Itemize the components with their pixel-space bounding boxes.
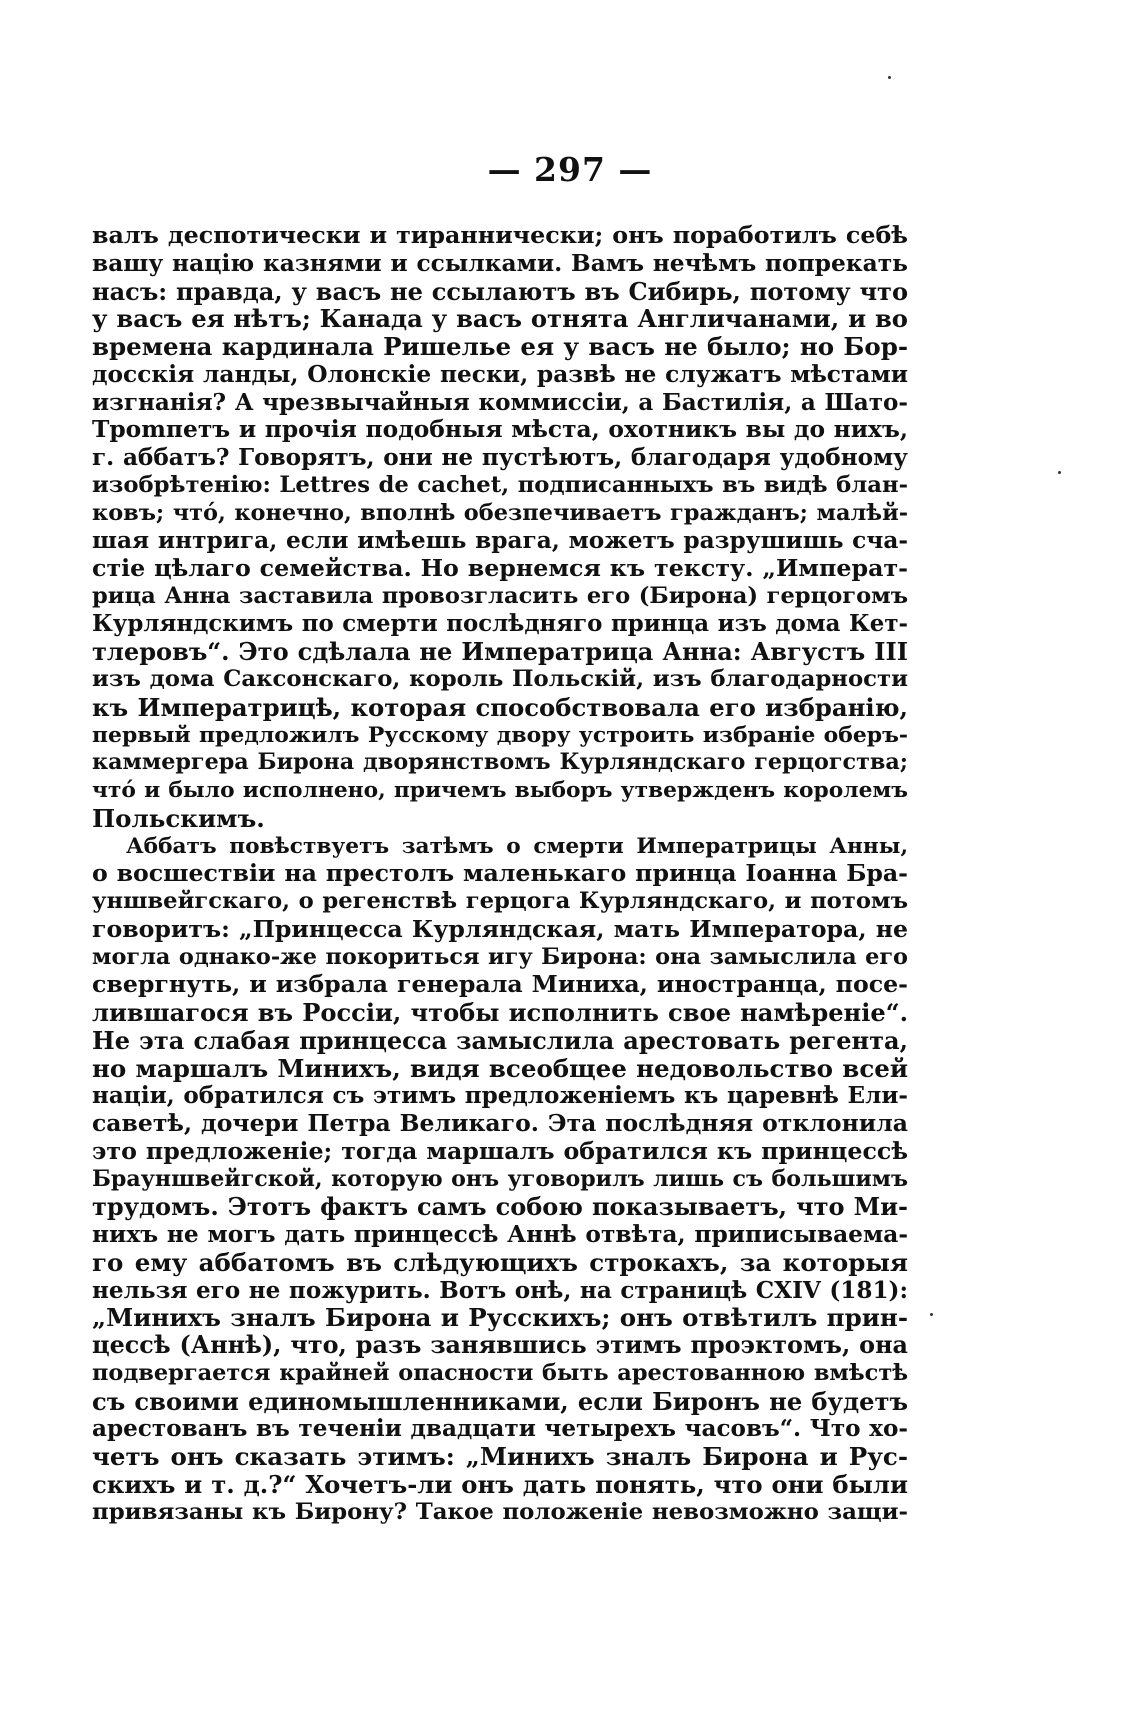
text-line: г. аббатъ? Говорятъ, они не пустѣютъ, благодаря удобному (92, 444, 908, 471)
text-line: нельзя его не пожурить. Вотъ онѣ, на страницѣ CXIV (181): (92, 1276, 908, 1304)
text-line: свергнуть, и избрала генерала Миниха, иностранца, посе- (92, 970, 908, 999)
text-line: Курляндскимъ по смерти послѣдняго принца изъ дома Кет- (92, 610, 908, 637)
text-line: говоритъ: „Принцесса Курляндская, мать Императора, не (92, 914, 908, 943)
text-line: но маршалъ Минихъ, видя всеобщее недовольство всей (92, 1053, 908, 1083)
text-line: націи, обратился съ этимъ предложеніемъ къ царевнѣ Ели- (92, 1082, 908, 1110)
text-line: о восшествіи на престолъ маленькаго принца Іоанна Бра- (92, 859, 908, 888)
text-line: это предложеніе; тогда маршалъ обратился къ принцессѣ (92, 1136, 908, 1165)
text-line: цессѣ (Аннѣ), что, разъ занявшись этимъ проэктомъ, она (92, 1331, 908, 1359)
text-line: скихъ и т. д.?“ Хочетъ-ли онъ дать понять, что они были (92, 1469, 908, 1499)
text-line: стіе цѣлаго семейства. Но вернемся къ тексту. „Императ- (92, 554, 908, 582)
text-line: насъ: правда, у васъ не ссылаютъ въ Сибирь, потому что (92, 276, 908, 306)
text-line: рица Анна заставила провозгласить его (Бирона) герцогомъ (92, 582, 908, 609)
text-line: времена кардинала Ришелье ея у васъ не было; но Бор- (92, 332, 908, 361)
text-line: ковъ; что́, конечно, вполнѣ обезпечиваетъ гражданъ; малѣй- (92, 499, 908, 526)
text-line: первый предложилъ Русскому двору устроить избраніе оберъ- (92, 721, 908, 748)
text-line: „Минихъ зналъ Бирона и Русскихъ; онъ отвѣтилъ прин- (92, 1303, 908, 1333)
text-line: изгнанія? А чрезвычайныя коммиссіи, а Бастилія, а Шато- (92, 388, 908, 416)
text-line: валъ деспотически и тираннически; онъ поработилъ себѣ (92, 221, 908, 249)
text-line: Не эта слабая принцесса замыслила арестовать регента, (92, 1025, 908, 1055)
text-line: досскія ланды, Олонскіе пески, развѣ не служатъ мѣстами (92, 360, 908, 388)
text-line: у васъ ея нѣтъ; Канада у васъ отнята Англичанами, и во (92, 304, 908, 334)
text-line: арестованъ въ теченіи двадцати четырехъ часовъ“. Что хо- (92, 1415, 908, 1443)
text-line: каммергера Бирона дворянствомъ Курляндскаго герцогства; (92, 749, 908, 776)
text-line: Аббатъ повѣствуетъ затѣмъ о смерти Императрицы Анны, (126, 833, 908, 859)
text-line: тлеровъ“. Это сдѣлала не Императрица Анна: Августъ III (92, 637, 908, 667)
text-line: Польскимъ. (92, 803, 265, 833)
text-line: нихъ не могъ дать принцессѣ Аннѣ отвѣта, приписываема- (92, 1221, 908, 1248)
text-line: саветѣ, дочери Петра Великаго. Эта послѣдняя отклонила (92, 1109, 908, 1137)
text-line: привязаны къ Бирону? Такое положеніе невозможно защи- (92, 1498, 908, 1525)
text-line: что́ и было исполнено, причемъ выборъ утвержденъ королемъ (92, 778, 908, 803)
scan-speck (1058, 471, 1061, 474)
body-text (92, 222, 908, 1526)
text-line: изъ дома Саксонскаго, король Польскій, изъ благодарности (92, 666, 908, 692)
page-number: — 297 — (487, 150, 653, 189)
text-line: четъ онъ сказать этимъ: „Минихъ зналъ Бирона и Рус- (92, 1442, 908, 1471)
text-line: Брауншвейгской, которую онъ уговорилъ лишь съ большимъ (92, 1165, 908, 1192)
text-line: лившагося въ Россіи, чтобы исполнить свое намѣреніе“. (92, 998, 908, 1027)
text-line: трудомъ. Этотъ фактъ самъ собою показываетъ, что Ми- (92, 1192, 908, 1222)
text-line: го ему аббатомъ въ слѣдующихъ строкахъ, за которыя (92, 1247, 908, 1277)
text-line: съ своими единомышленниками, если Биронъ не будетъ (92, 1386, 908, 1416)
text-line: изобрѣтенію: Lettres de cachet, подписанныхъ въ видѣ блан- (92, 471, 908, 498)
text-line: къ Императрицѣ, которая способствовала его избранію, (92, 692, 908, 722)
text-line: Трomпетъ и прочія подобныя мѣста, охотникъ вы до нихъ, (92, 415, 908, 444)
text-line: вашу націю казнями и ссылками. Вамъ нечѣмъ попрекать (92, 249, 908, 277)
text-line: подвергается крайней опасности быть арестованною вмѣстѣ (92, 1359, 908, 1386)
text-line: могла однако-же покориться игу Бирона: она замыслила его (92, 943, 908, 970)
scan-speck (930, 1313, 933, 1316)
scan-speck (888, 76, 891, 79)
text-line: уншвейгскаго, о регенствѣ герцога Курляндскаго, и потомъ (92, 888, 908, 914)
text-line: шая интрига, если имѣешь врага, можетъ разрушишь сча- (92, 527, 908, 555)
